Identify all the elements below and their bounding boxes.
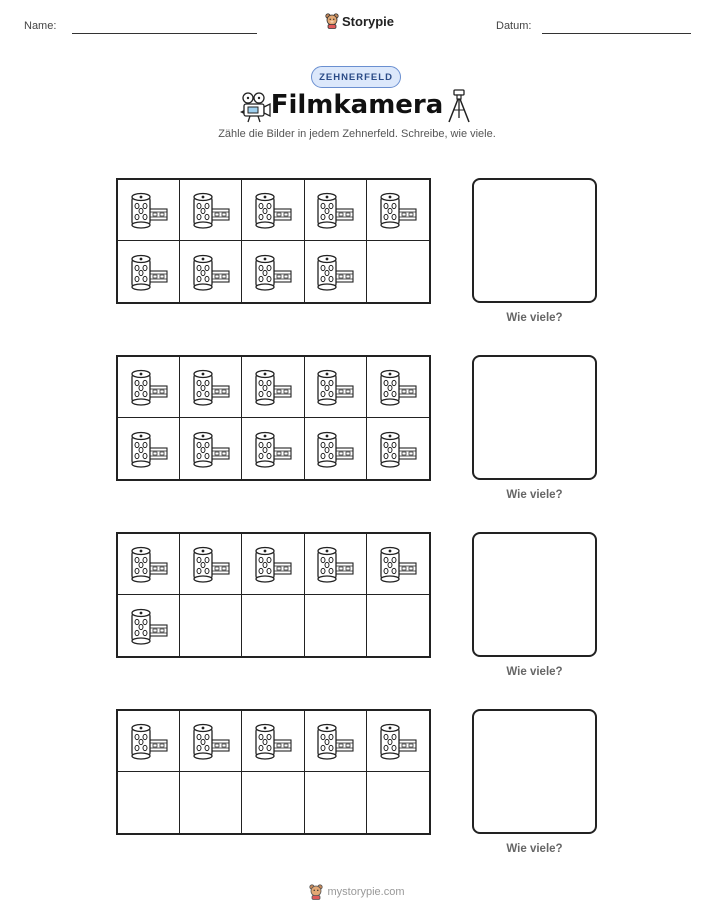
ten-frame-cell — [180, 772, 242, 833]
ten-frame-4 — [116, 709, 431, 835]
film-reel-icon — [315, 191, 355, 229]
bear-mascot-icon — [325, 13, 339, 29]
ten-frame-cell — [367, 357, 429, 418]
ten-frame-cell — [367, 595, 429, 656]
ten-frame-cell — [367, 772, 429, 833]
ten-frame-cell — [118, 241, 180, 302]
film-reel-icon — [315, 545, 355, 583]
bear-mascot-icon — [309, 884, 323, 900]
film-reel-icon — [129, 430, 169, 468]
ten-frame-cell — [242, 241, 304, 302]
film-reel-icon — [315, 430, 355, 468]
ten-frame-cell — [367, 534, 429, 595]
film-reel-icon — [191, 722, 231, 760]
ten-frame-cell — [118, 418, 180, 479]
ten-frame-cell — [305, 534, 367, 595]
film-reel-icon — [315, 368, 355, 406]
ten-frame-cell — [242, 534, 304, 595]
ten-frame-cell — [118, 772, 180, 833]
answer-box-3[interactable] — [472, 532, 597, 657]
film-reel-icon — [315, 722, 355, 760]
tripod-icon — [445, 88, 473, 124]
ten-frame-cell — [118, 595, 180, 656]
film-reel-icon — [191, 191, 231, 229]
answer-label-2: Wie viele? — [506, 489, 563, 501]
ten-frame-cell — [242, 180, 304, 241]
film-reel-icon — [253, 253, 293, 291]
ten-frame-cell — [180, 595, 242, 656]
category-badge: ZEHNERFELD — [311, 66, 401, 88]
ten-frame-cell — [367, 711, 429, 772]
film-reel-icon — [191, 545, 231, 583]
answer-box-2[interactable] — [472, 355, 597, 480]
film-reel-icon — [253, 545, 293, 583]
ten-frame-1 — [116, 178, 431, 304]
film-reel-icon — [378, 191, 418, 229]
ten-frame-cell — [118, 180, 180, 241]
answer-box-4[interactable] — [472, 709, 597, 834]
ten-frame-cell — [305, 772, 367, 833]
date-line[interactable] — [542, 33, 691, 34]
answer-label-1: Wie viele? — [506, 312, 563, 324]
ten-frame-cell — [118, 357, 180, 418]
brand-name: Storypie — [342, 13, 395, 29]
ten-frame-cell — [180, 180, 242, 241]
film-reel-icon — [253, 430, 293, 468]
name-line[interactable] — [72, 33, 257, 34]
ten-frame-cell — [367, 241, 429, 302]
ten-frame-cell — [367, 418, 429, 479]
ten-frame-cell — [180, 357, 242, 418]
date-label: Datum: — [496, 20, 532, 32]
answer-label-3: Wie viele? — [506, 666, 563, 678]
ten-frame-cell — [242, 711, 304, 772]
ten-frame-cell — [242, 418, 304, 479]
ten-frame-cell — [305, 711, 367, 772]
footer-url: mystorypie.com — [327, 886, 405, 898]
ten-frame-cell — [118, 711, 180, 772]
film-reel-icon — [129, 368, 169, 406]
ten-frame-cell — [118, 534, 180, 595]
ten-frame-2 — [116, 355, 431, 481]
ten-frame-cell — [305, 595, 367, 656]
name-label: Name: — [24, 20, 57, 32]
film-reel-icon — [253, 722, 293, 760]
ten-frame-cell — [305, 418, 367, 479]
film-reel-icon — [378, 368, 418, 406]
film-reel-icon — [378, 545, 418, 583]
answer-label-4: Wie viele? — [506, 843, 563, 855]
ten-frame-cell — [305, 180, 367, 241]
film-reel-icon — [129, 191, 169, 229]
ten-frame-cell — [242, 357, 304, 418]
film-reel-icon — [191, 368, 231, 406]
ten-frame-cell — [180, 418, 242, 479]
film-reel-icon — [191, 253, 231, 291]
ten-frame-cell — [180, 711, 242, 772]
title-row — [0, 88, 714, 128]
ten-frame-cell — [180, 534, 242, 595]
ten-frame-3 — [116, 532, 431, 658]
film-reel-icon — [253, 191, 293, 229]
film-reel-icon — [129, 253, 169, 291]
ten-frame-cell — [367, 180, 429, 241]
ten-frame-cell — [242, 772, 304, 833]
film-reel-icon — [315, 253, 355, 291]
film-reel-icon — [129, 545, 169, 583]
page-title: Filmkamera — [270, 90, 444, 120]
film-reel-icon — [191, 430, 231, 468]
film-reel-icon — [253, 368, 293, 406]
footer — [0, 884, 714, 900]
film-reel-icon — [378, 430, 418, 468]
answer-box-1[interactable] — [472, 178, 597, 303]
ten-frame-cell — [305, 241, 367, 302]
instructions: Zähle die Bilder in jedem Zehnerfeld. Schreibe, wie viele. — [218, 128, 496, 140]
film-reel-icon — [129, 722, 169, 760]
brand-logo — [325, 13, 394, 29]
film-reel-icon — [378, 722, 418, 760]
ten-frame-cell — [180, 241, 242, 302]
ten-frame-cell — [242, 595, 304, 656]
ten-frame-cell — [305, 357, 367, 418]
film-reel-icon — [129, 607, 169, 645]
